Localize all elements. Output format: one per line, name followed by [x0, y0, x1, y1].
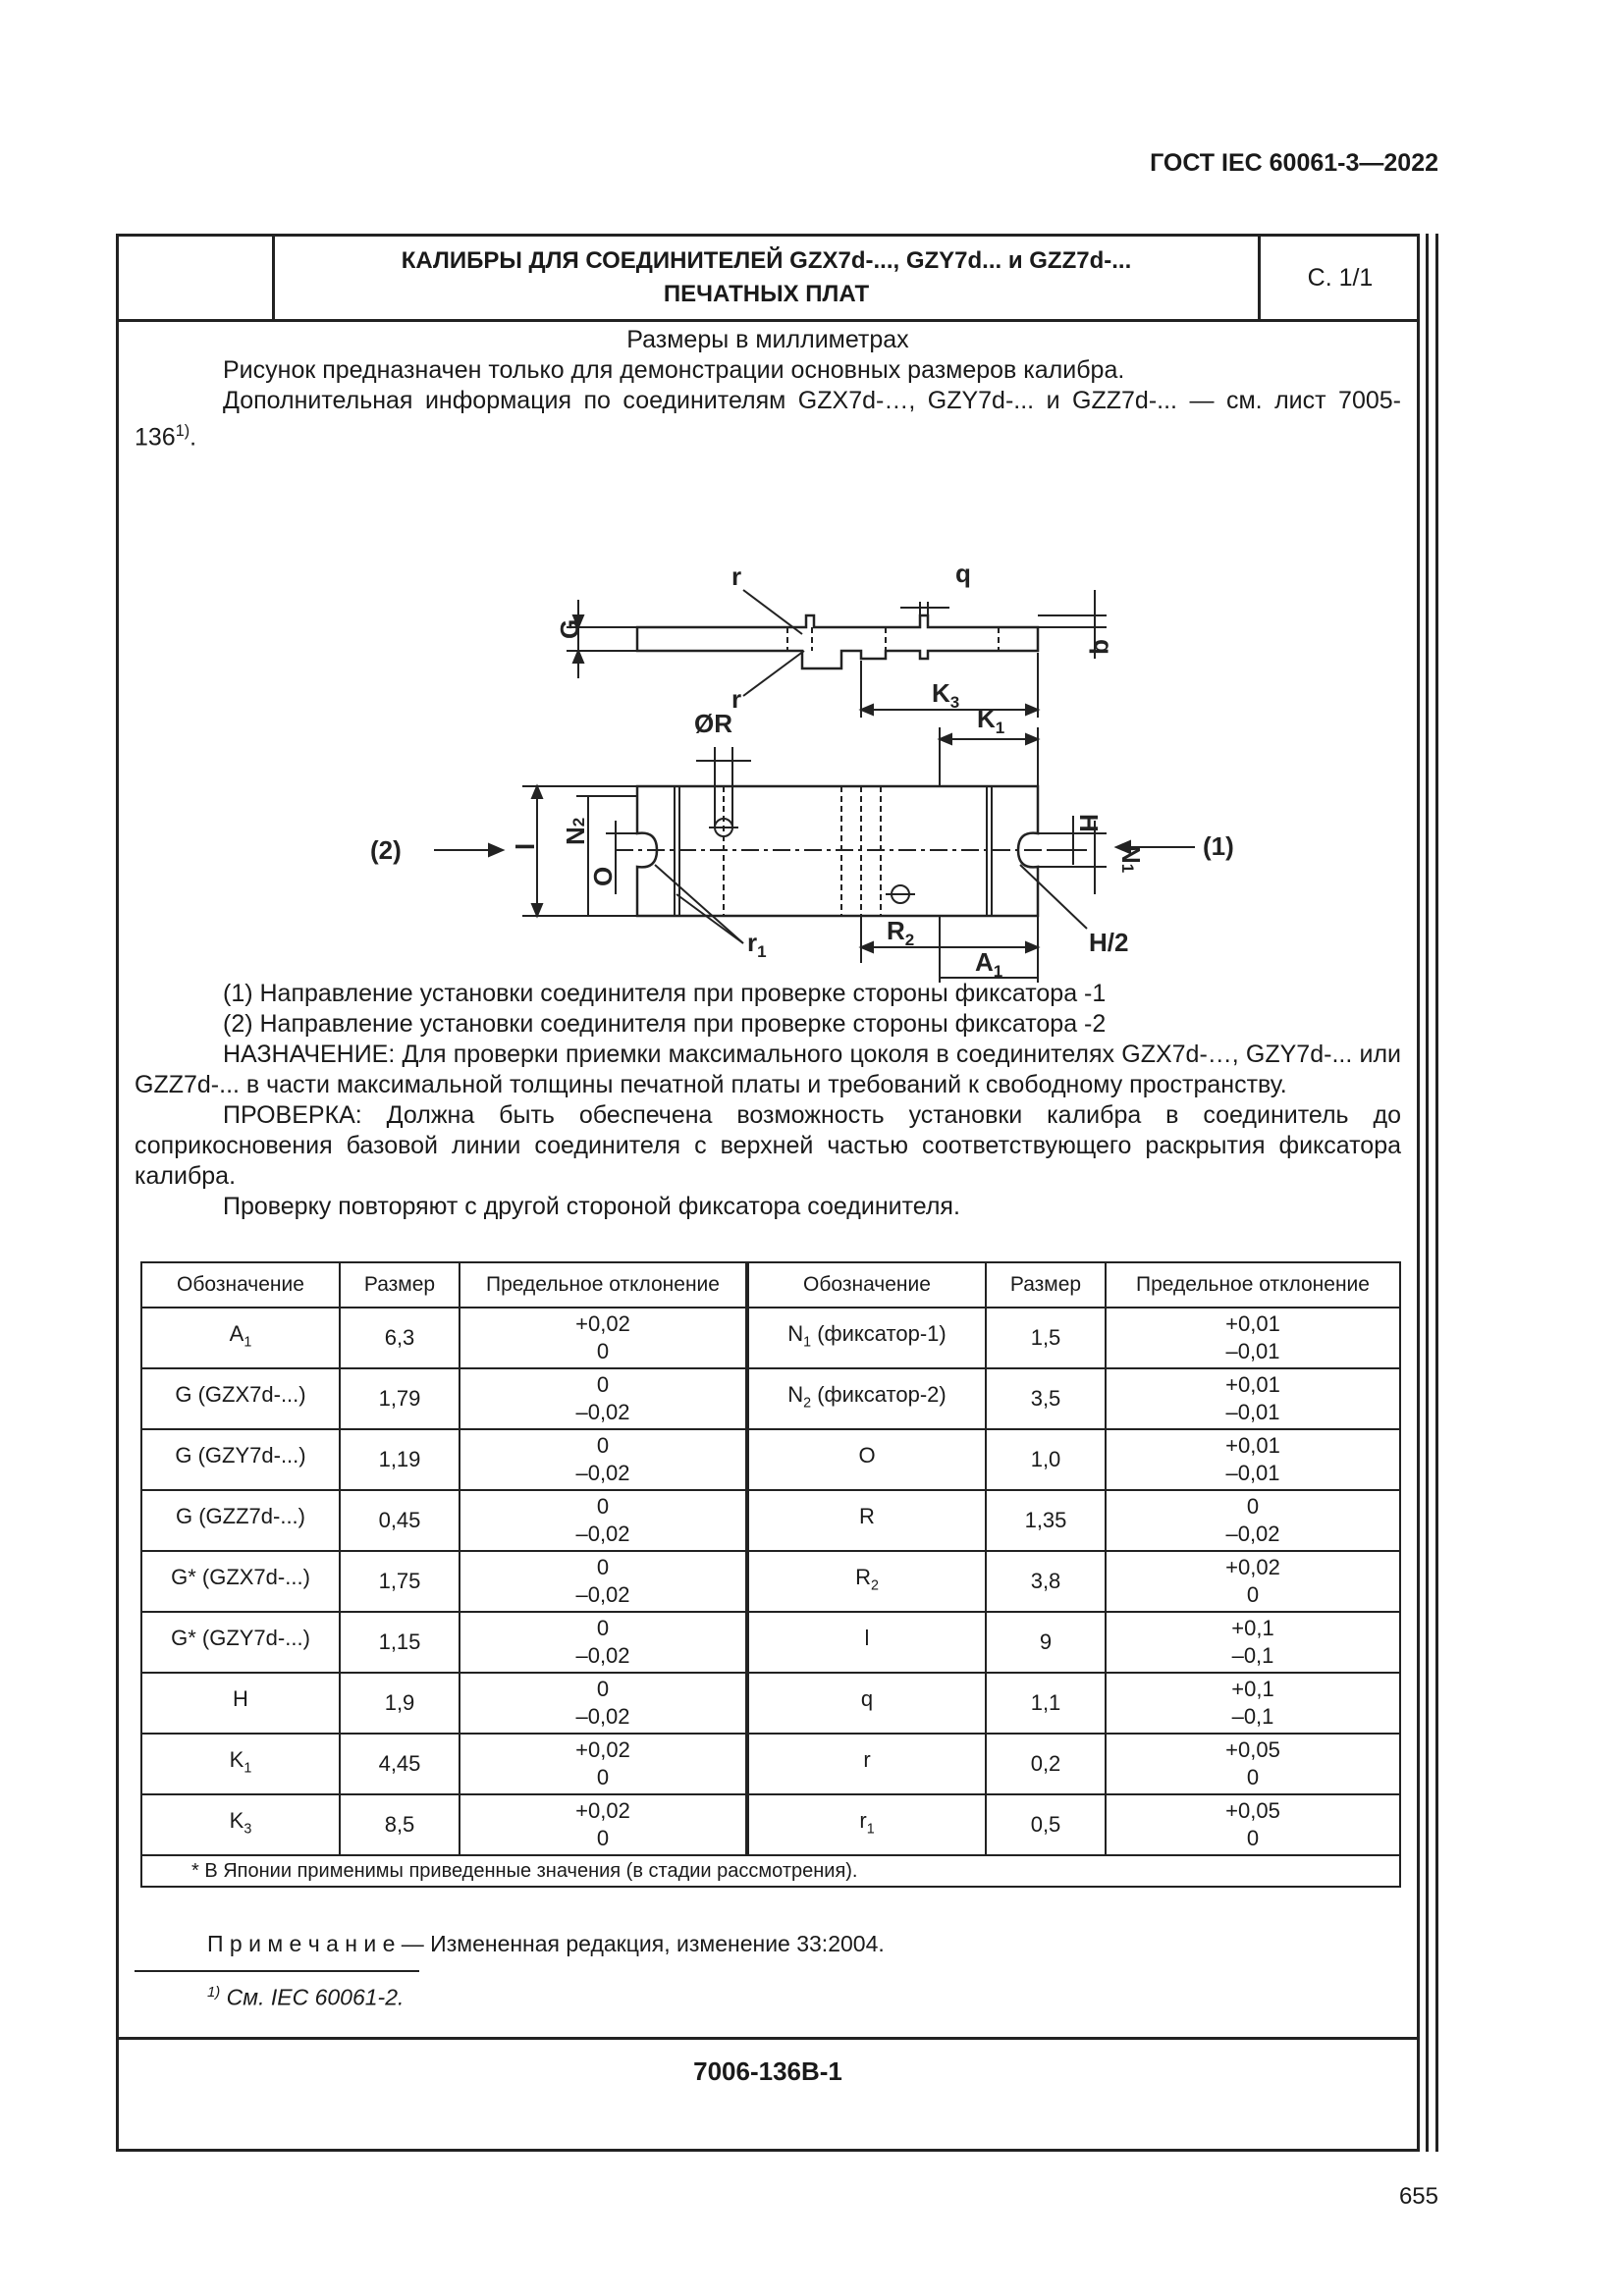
table-row [141, 1673, 1400, 1734]
tolerance-cell: 0 –0,02 [460, 1612, 747, 1673]
tolerance-cell: +0,02 0 [1106, 1551, 1400, 1612]
label-K1: $K_1$ [977, 704, 1005, 737]
designation-cell: $N_2$ (фиксатор-2) [747, 1368, 986, 1429]
size-cell: 1,9 [340, 1673, 460, 1734]
col-header: Обозначение [747, 1262, 986, 1308]
table-footnote: * В Японии применимы приведенные значения (в стадии рассмотрения). [141, 1855, 1400, 1887]
label-R2: $R_2$ [887, 916, 915, 949]
tolerance-cell: +0,01 –0,01 [1106, 1368, 1400, 1429]
label-r-bottom: r [731, 684, 742, 714]
sheet-header [119, 237, 1417, 322]
side-view [555, 559, 1118, 718]
designation-cell: G* (GZX7d-...) [141, 1551, 340, 1612]
tolerance-cell: +0,05 0 [1106, 1794, 1400, 1855]
designation-cell: $R_2$ [747, 1551, 986, 1612]
label-N2: N2 [561, 817, 590, 845]
tolerance-cell: +0,01 –0,01 [1106, 1308, 1400, 1368]
sheet-number: С. 1/1 [1307, 264, 1374, 292]
tolerance-cell: +0,02 0 [460, 1794, 747, 1855]
size-cell: 1,19 [340, 1429, 460, 1490]
check-text: ПРОВЕРКА: Должна быть обеспечена возможность установки калибра в соединитель до соприкосновения базовой линии соединителя с верхней частью соответствующего раскрытия фиксатора калибра. [135, 1101, 1401, 1190]
label-arrow-1: (1) [1203, 831, 1234, 861]
size-cell: 4,45 [340, 1734, 460, 1794]
para1-text: Рисунок предназначен только для демонстрации основных размеров калибра. [223, 356, 1125, 384]
table-footnote-row [141, 1855, 1400, 1887]
tolerance-cell: +0,05 0 [1106, 1734, 1400, 1794]
designation-cell: G (GZZ7d-...) [141, 1490, 340, 1551]
designation-cell: G (GZX7d-...) [141, 1368, 340, 1429]
tolerance-cell: 0 –0,02 [460, 1551, 747, 1612]
label-N1: N1 [1116, 845, 1146, 874]
size-cell: 3,5 [986, 1368, 1106, 1429]
col-header: Размер [340, 1262, 460, 1308]
designation-cell: $K_3$ [141, 1794, 340, 1855]
designation-cell: O [747, 1429, 986, 1490]
para2-footnote-ref: 1) [175, 422, 190, 440]
designation-cell: $r_1$ [747, 1794, 986, 1855]
tolerance-cell: 0 –0,02 [1106, 1490, 1400, 1551]
col-header: Предельное отклонение [460, 1262, 747, 1308]
table-row [141, 1490, 1400, 1551]
explanatory-text [135, 979, 1401, 1222]
header-blank-cell [119, 237, 275, 319]
size-cell: 0,45 [340, 1490, 460, 1551]
footnote-divider [135, 1970, 419, 1972]
frame-border-line [1426, 234, 1429, 2152]
sheet-id: 7006-136B-1 [119, 2037, 1417, 2107]
label-q-right: q [1089, 639, 1118, 655]
size-cell: 1,79 [340, 1368, 460, 1429]
sheet-frame [116, 234, 1420, 2152]
tolerance-cell: +0,01 –0,01 [1106, 1429, 1400, 1490]
size-cell: 1,1 [986, 1673, 1106, 1734]
designation-cell: q [747, 1673, 986, 1734]
table-row [141, 1612, 1400, 1673]
designation-cell: $N_1$ (фиксатор-1) [747, 1308, 986, 1368]
para2-end: . [189, 423, 197, 452]
label-H: H [1074, 814, 1104, 832]
tolerance-cell: 0 –0,02 [460, 1368, 747, 1429]
designation-cell: l [747, 1612, 986, 1673]
designation-cell: r [747, 1734, 986, 1794]
designation-cell: G (GZY7d-...) [141, 1429, 340, 1490]
designation-cell: $A_1$ [141, 1308, 340, 1368]
table-row [141, 1551, 1400, 1612]
designation-cell: R [747, 1490, 986, 1551]
size-cell: 1,75 [340, 1551, 460, 1612]
label-O: O [588, 866, 618, 886]
page-number: 655 [1398, 2183, 1438, 2210]
tolerance-cell: +0,02 0 [460, 1734, 747, 1794]
para2-text: Дополнительная информация по соединителям GZX7d-…, GZY7d-... и GZZ7d-... — см. лист 7005-136 [135, 387, 1401, 452]
label-r1: $r_1$ [747, 928, 767, 961]
dimensions-table [140, 1261, 1401, 1888]
size-cell: 6,3 [340, 1308, 460, 1368]
direction-1: (1) Направление установки соединителя при проверке стороны фиксатора -1 [223, 980, 1107, 1007]
footnote [207, 1984, 404, 2011]
dimensions-table-wrap [140, 1261, 1401, 1888]
gauge-drawing [331, 433, 1234, 983]
size-cell: 0,5 [986, 1794, 1106, 1855]
paragraph-purpose-figure [135, 355, 1401, 386]
dimensions-note: Размеры в миллиметрах [626, 326, 909, 353]
label-arrow-2: (2) [370, 835, 402, 865]
size-cell: 3,8 [986, 1551, 1106, 1612]
col-header: Размер [986, 1262, 1106, 1308]
table-row [141, 1429, 1400, 1490]
title-line-1: КАЛИБРЫ ДЛЯ СОЕДИНИТЕЛЕЙ GZX7d-..., GZY7d... и GZZ7d-... [401, 247, 1132, 274]
size-cell: 1,5 [986, 1308, 1106, 1368]
footnote-mark: 1) [207, 1984, 221, 2001]
size-cell: 8,5 [340, 1794, 460, 1855]
label-A1: $A_1$ [975, 947, 1003, 981]
tolerance-cell: 0 –0,02 [460, 1673, 747, 1734]
designation-cell: H [141, 1673, 340, 1734]
table-row [141, 1794, 1400, 1855]
title-line-2: ПЕЧАТНЫХ ПЛАТ [663, 281, 870, 307]
footnote-text: См. IEC 60061-2. [220, 1984, 405, 2010]
repeat-text: Проверку повторяют с другой стороной фиксатора соединителя. [223, 1193, 960, 1220]
table-row [141, 1308, 1400, 1368]
sheet-title [275, 237, 1261, 319]
purpose-text: НАЗНАЧЕНИЕ: Для проверки приемки максимального цоколя в соединителях GZX7d-…, GZY7d-... или GZZ7d-... в части максимальной толщины печатной платы и требований к свободному пространству. [135, 1041, 1401, 1098]
table-row [141, 1734, 1400, 1794]
table-row [141, 1368, 1400, 1429]
label-r-top: r [731, 561, 742, 591]
table-header-row [141, 1262, 1400, 1308]
label-H2: H/2 [1089, 928, 1129, 957]
designation-cell: $K_1$ [141, 1734, 340, 1794]
col-header: Предельное отклонение [1106, 1262, 1400, 1308]
label-G: G [555, 618, 584, 639]
size-cell: 9 [986, 1612, 1106, 1673]
tolerance-cell: +0,1 –0,1 [1106, 1673, 1400, 1734]
size-cell: 0,2 [986, 1734, 1106, 1794]
label-l: l [511, 842, 540, 850]
front-view [370, 704, 1234, 983]
label-phiR: ØR [694, 709, 732, 738]
note: П р и м е ч а н и е — Измененная редакция, изменение 33:2004. [207, 1931, 885, 1956]
frame-border-line [1435, 234, 1438, 2152]
size-cell: 1,0 [986, 1429, 1106, 1490]
label-q-top: q [955, 559, 971, 588]
standard-designation: ГОСТ IEC 60061-3—2022 [1150, 149, 1438, 177]
tolerance-cell: 0 –0,02 [460, 1490, 747, 1551]
tolerance-cell: +0,1 –0,1 [1106, 1612, 1400, 1673]
tolerance-cell: +0,02 0 [460, 1308, 747, 1368]
designation-cell: G* (GZY7d-...) [141, 1612, 340, 1673]
direction-2: (2) Направление установки соединителя при проверке стороны фиксатора -2 [223, 1010, 1107, 1038]
label-K3: $K_3$ [932, 678, 960, 712]
size-cell: 1,35 [986, 1490, 1106, 1551]
tolerance-cell: 0 –0,02 [460, 1429, 747, 1490]
col-header: Обозначение [141, 1262, 340, 1308]
size-cell: 1,15 [340, 1612, 460, 1673]
